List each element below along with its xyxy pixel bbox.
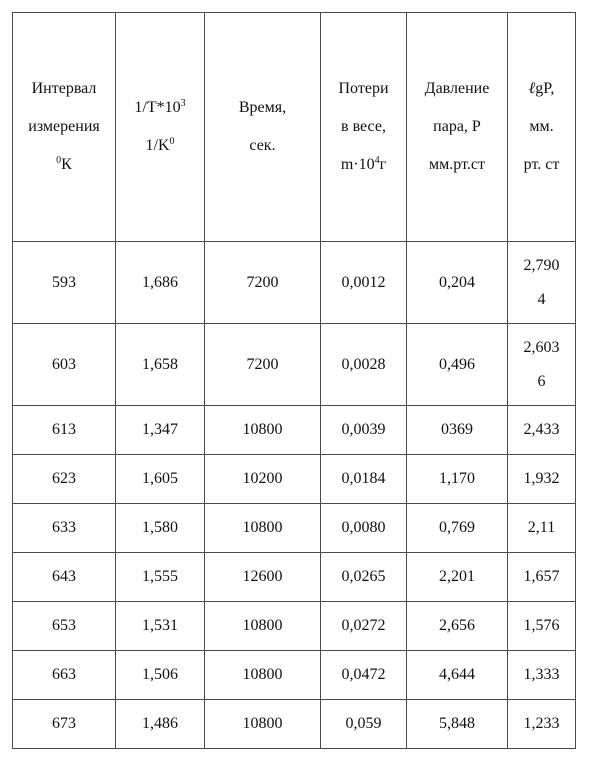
cell-inverse-temperature: 1,486 xyxy=(116,700,205,749)
header-line: Давление xyxy=(424,80,490,97)
header-line: мм.рт.ст xyxy=(429,156,485,173)
cell-inverse-temperature: 1,580 xyxy=(116,504,205,553)
header-line: сек. xyxy=(249,137,276,154)
cell-vapor-pressure: 2,656 xyxy=(407,602,508,651)
cell-weight-loss: 0,0012 xyxy=(321,242,407,324)
cell-weight-loss: 0,0080 xyxy=(321,504,407,553)
cell-inverse-temperature: 1,347 xyxy=(116,406,205,455)
header-line: в весе, xyxy=(341,118,386,135)
header-row xyxy=(13,13,576,242)
cell-time: 10800 xyxy=(205,700,321,749)
table-row xyxy=(13,700,576,749)
cell-inverse-temperature: 1,686 xyxy=(116,242,205,324)
cell-weight-loss: 0,0039 xyxy=(321,406,407,455)
header-line xyxy=(512,70,571,108)
header-interval xyxy=(13,13,116,242)
cell-log-pressure: 1,333 xyxy=(508,651,576,700)
cell-interval: 633 xyxy=(13,504,116,553)
cell-line: 4 xyxy=(537,290,546,308)
cell-weight-loss: 0,059 xyxy=(321,700,407,749)
cell-log-pressure xyxy=(508,242,576,324)
cell-log-pressure: 2,11 xyxy=(508,504,576,553)
cell-vapor-pressure: 2,201 xyxy=(407,553,508,602)
header-text: г xyxy=(379,156,387,173)
cell-time: 7200 xyxy=(205,242,321,324)
header-line: пара, Р xyxy=(433,118,481,135)
header-vapor-pressure xyxy=(407,13,508,242)
header-line xyxy=(120,127,200,165)
header-line: Интервал xyxy=(31,80,97,97)
superscript: 3 xyxy=(180,98,186,109)
cell-vapor-pressure: 0,204 xyxy=(407,242,508,324)
cell-weight-loss: 0,0265 xyxy=(321,553,407,602)
cell-interval: 673 xyxy=(13,700,116,749)
cell-log-pressure: 1,657 xyxy=(508,553,576,602)
cell-time: 7200 xyxy=(205,324,321,406)
cell-inverse-temperature: 1,658 xyxy=(116,324,205,406)
superscript: 4 xyxy=(374,155,380,166)
cell-vapor-pressure: 0,769 xyxy=(407,504,508,553)
header-line xyxy=(17,146,111,184)
cell-inverse-temperature: 1,605 xyxy=(116,455,205,504)
cell-time: 12600 xyxy=(205,553,321,602)
cell-interval: 623 xyxy=(13,455,116,504)
superscript: 0 xyxy=(56,155,62,166)
header-time xyxy=(205,13,321,242)
cell-inverse-temperature: 1,555 xyxy=(116,553,205,602)
cell-log-pressure: 1,932 xyxy=(508,455,576,504)
vapor-pressure-table xyxy=(12,12,576,749)
table-row xyxy=(13,455,576,504)
header-line: Время, xyxy=(238,99,287,116)
cell-vapor-pressure: 1,170 xyxy=(407,455,508,504)
cell-interval: 663 xyxy=(13,651,116,700)
cell-line: 2,603 xyxy=(523,338,560,356)
header-line: измерения xyxy=(28,118,100,135)
table-row xyxy=(13,602,576,651)
table-row xyxy=(13,242,576,324)
table-row xyxy=(13,406,576,455)
header-log-pressure xyxy=(508,13,576,242)
cell-log-pressure: 1,233 xyxy=(508,700,576,749)
cell-interval: 643 xyxy=(13,553,116,602)
header-weight-loss xyxy=(321,13,407,242)
cell-interval: 603 xyxy=(13,324,116,406)
cell-interval: 613 xyxy=(13,406,116,455)
cell-line: 2,790 xyxy=(523,256,560,274)
cell-time: 10800 xyxy=(205,504,321,553)
header-text: gP, xyxy=(535,80,555,97)
cell-weight-loss: 0,0184 xyxy=(321,455,407,504)
cell-vapor-pressure: 5,848 xyxy=(407,700,508,749)
header-line xyxy=(325,146,402,184)
cell-interval: 653 xyxy=(13,602,116,651)
table-row xyxy=(13,504,576,553)
cell-time: 10200 xyxy=(205,455,321,504)
cell-time: 10800 xyxy=(205,651,321,700)
cell-weight-loss: 0,0028 xyxy=(321,324,407,406)
table-row xyxy=(13,324,576,406)
cell-interval: 593 xyxy=(13,242,116,324)
header-line: рт. ст xyxy=(523,156,560,173)
cell-log-pressure: 2,433 xyxy=(508,406,576,455)
cell-vapor-pressure: 0369 xyxy=(407,406,508,455)
cell-inverse-temperature: 1,531 xyxy=(116,602,205,651)
cell-vapor-pressure: 4,644 xyxy=(407,651,508,700)
cell-log-pressure: 1,576 xyxy=(508,602,576,651)
header-line: Потери xyxy=(338,80,389,97)
cell-time: 10800 xyxy=(205,406,321,455)
table-row xyxy=(13,651,576,700)
header-text: m·10 xyxy=(340,156,375,173)
header-text: 1/K xyxy=(145,137,170,154)
header-line: мм. xyxy=(529,118,554,135)
cell-log-pressure xyxy=(508,324,576,406)
table-row xyxy=(13,553,576,602)
cell-vapor-pressure: 0,496 xyxy=(407,324,508,406)
header-inverse-temperature xyxy=(116,13,205,242)
cell-weight-loss: 0,0472 xyxy=(321,651,407,700)
cell-line: 6 xyxy=(537,372,546,390)
cell-weight-loss: 0,0272 xyxy=(321,602,407,651)
header-line xyxy=(120,89,200,127)
cell-inverse-temperature: 1,506 xyxy=(116,651,205,700)
header-text: 1/T*10 xyxy=(134,99,181,116)
header-text: К xyxy=(61,156,72,173)
cell-time: 10800 xyxy=(205,602,321,651)
superscript: 0 xyxy=(169,136,175,147)
ell-symbol: ℓ xyxy=(528,80,536,97)
